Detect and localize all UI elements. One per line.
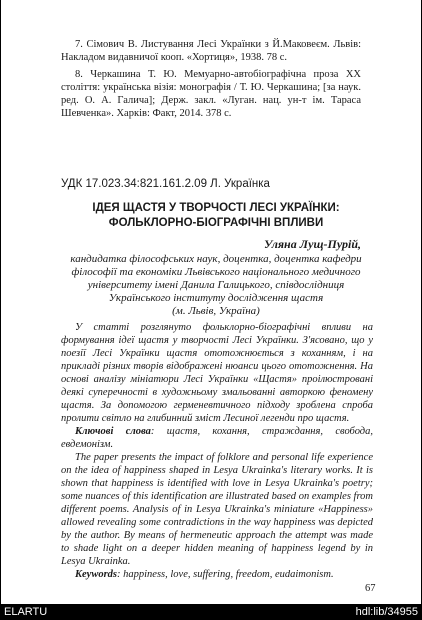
keywords-ua <box>61 425 373 451</box>
keywords-en-label: Keywords <box>75 569 117 580</box>
reference-list <box>61 38 361 124</box>
page-number: 67 <box>365 583 376 594</box>
reference-item: 7. Сімович В. Листування Лесі Українки з Й.Маковеєм. Львів: Накладом видавничої кооп. «Хортиця», 1938. 78 с. <box>61 39 361 63</box>
keywords-en-text: : happiness, love, suffering, freedom, eudaimonism. <box>117 569 334 580</box>
handle-id: hdl:lib/34955 <box>355 606 418 618</box>
keywords-ua-text: : щастя, кохання, страждання, свобода, евдемонізм. <box>61 426 373 450</box>
author-name: Уляна Лущ-Пурій, <box>263 237 361 251</box>
udc-code: УДК 17.023.34:821.161.2.09 Л. Українка <box>61 178 270 190</box>
repository-footer <box>0 604 422 620</box>
abstract-ua: У статті розглянуто фольклорно-біографічні впливи на формування ідеї щастя у творчості Лесі Українки. З'ясовано, що у поезії Лесі Українки щастя ототожнюється з коханням, і на прикладі різних творів відображені нюанси цього ототожнення. На основі аналізу мініатюри Лесі Українки «Щастя» проілюстровані деякі суперечності в художньому змальованні авторкою феномену щастя. За допомогою герменевтичного підходу зроблена спроба пролити світло на глибинний зміст Лесиної легенди про щастя. <box>61 322 373 424</box>
abstract-block <box>61 321 373 581</box>
abstract-en: The paper presents the impact of folklore and personal life experience on the idea of happiness shaped in Lesya Ukrainka's literary works. It is shown that happiness is identified with love in Lesya Ukrainka's poetry; some nuances of this identification are illustrated based on examples from different poems. Analysis of in Lesya Ukrainka's miniature «Happiness» allowed revealing some contradictions in the way happiness was depicted by the author. By means of hermeneutic approach the attempt was made to shade light on a deeper hidden meaning of happiness legend by in Lesya Ukrainka. <box>61 452 373 567</box>
keywords-ua-label: Ключові слова <box>75 426 151 437</box>
reference-item: 8. Черкашина Т. Ю. Мемуарно-автобіографічна проза ХХ століття: українська візія: монографія / Т. Ю. Черкашина; [за наук. ред. О. А. Галича]; Держ. закл. «Луган. нац. ун-т ім. Тараса Шевченка». Харків: Факт, 2014. 378 с. <box>61 69 361 119</box>
affiliation-text: кандидатка філософських наук, доцентка, доцентка кафедри філософії та економіки Львівського національного медичного університету імені Данила Галицького, співдослідниця Українського інституту дослідження щастя <box>70 253 362 304</box>
affiliation-location: (м. Львів, Україна) <box>172 305 260 317</box>
repository-name: ELARTU <box>4 606 48 618</box>
author-affiliation <box>61 253 371 318</box>
article-title: ІДЕЯ ЩАСТЯ У ТВОРЧОСТІ ЛЕСІ УКРАЇНКИ: ФОЛЬКЛОРНО-БІОГРАФІЧНІ ВПЛИВИ <box>92 202 340 229</box>
keywords-en <box>61 568 373 581</box>
